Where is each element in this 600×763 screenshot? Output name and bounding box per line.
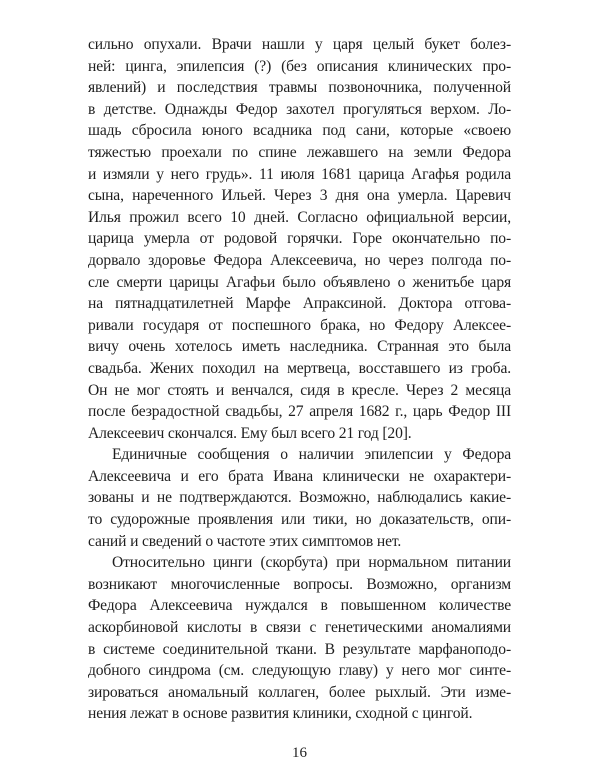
paragraph [88,444,511,552]
text-line: в системе соединительной ткани. В результате марфаноподо- [88,640,511,658]
text-line: дорвало здоровье Федора Алексеевича, но через полгода по- [88,251,511,269]
text-line: свадьба. Жених походил на мертвеца, восставшего из гроба. [88,359,511,377]
page-sheet [88,34,511,763]
paragraph [88,552,511,725]
text-line: сильно опухали. Врачи нашли у царя целый букет болез- [88,36,511,53]
text-line: Илья прожил всего 10 дней. Согласно официальной версии, [88,208,511,226]
text-line: возникают многочисленные вопросы. Возможно, организм [88,575,511,593]
text-line: Он не мог стоять и венчался, сидя в кресле. Через 2 месяца [88,381,511,399]
text-line: то судорожные проявления или тики, но доказательств, опи- [88,511,511,529]
text-line: царица умерла от родовой горячки. Горе окончательно по- [88,230,511,248]
text-line: саний и сведений о частоте этих симптомов нет. [88,532,402,550]
page-body [88,34,511,725]
text-line: Алексеевича и его брата Ивана клинически не охарактери- [88,467,511,485]
text-line: тяжестью проехали по спине лежавшего на земли Федора [88,143,511,161]
text-line: Единичные сообщения о наличии эпилепсии у Федора [112,446,511,464]
text-line: нения лежат в основе развития клиники, сходной с цингой. [88,705,473,723]
text-line: зованы и не подтверждаются. Возможно, наблюдались какие- [88,489,511,507]
text-line: ней: цинга, эпилепсия (?) (без описания клинических про- [88,57,511,75]
paragraph [88,34,511,444]
text-line: Относительно цинги (скорбута) при нормальном питании [112,554,511,572]
page-number: 16 [292,745,307,761]
text-line: в детстве. Однажды Федор захотел прогуляться верхом. Ло- [88,100,511,118]
text-line: явлений) и последствия травмы позвоночника, полученной [88,79,511,97]
text-line: на пятнадцатилетней Марфе Апраксиной. Доктора отгова- [88,295,511,313]
text-line: аскорбиновой кислоты в связи с генетическими аномалиями [88,619,511,637]
text-line: и измяли у него грудь». 11 июля 1681 царица Агафья родила [88,165,511,183]
text-line: после безрадостной свадьбы, 27 апреля 1682 г., царь Федор III [88,403,511,421]
text-line: ривали государя от поспешного брака, но Федору Алексее- [88,316,511,334]
text-line: шадь сбросила юного всадника под сани, которые «своею [88,122,511,140]
text-line: Федора Алексеевича нуждался в повышенном количестве [88,597,511,615]
text-line: Алексеевич скончался. Ему был всего 21 год [20]. [88,424,412,442]
text-line: зироваться аномальный коллаген, более рыхлый. Эти изме- [88,683,511,701]
text-line: вичу очень хотелось иметь наследника. Странная это была [88,338,511,356]
text-line: добного синдрома (см. следующую главу) у него мог синте- [88,662,511,680]
text-line: сына, нареченного Ильей. Через 3 дня она умерла. Царевич [88,187,511,205]
text-line: сле смерти царицы Агафьи было объявлено о женитьбе царя [88,273,511,291]
